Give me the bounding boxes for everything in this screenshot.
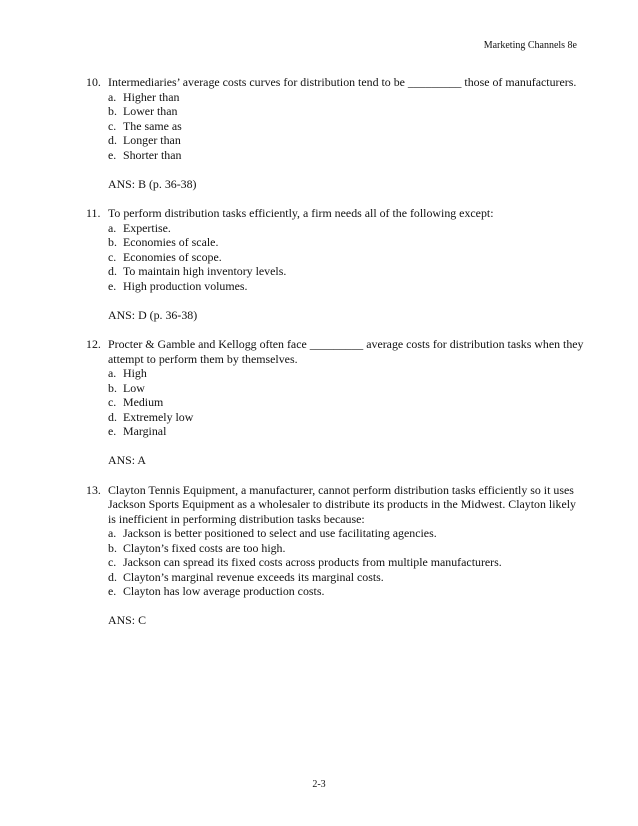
option-text: Expertise. xyxy=(123,220,171,235)
option-text: Clayton’s marginal revenue exceeds its marginal costs. xyxy=(123,569,384,584)
option-list xyxy=(108,366,586,439)
option-text: Economies of scale. xyxy=(123,235,219,249)
option-letter: d. xyxy=(108,133,117,147)
question-number: 12. xyxy=(86,337,101,351)
option-item xyxy=(108,119,586,134)
option-item xyxy=(108,570,586,585)
question-11 xyxy=(86,206,586,322)
option-text: Jackson can spread its fixed costs across products from multiple manufacturers. xyxy=(123,555,502,569)
option-item xyxy=(108,395,586,410)
option-text: High production volumes. xyxy=(123,278,248,293)
option-item xyxy=(108,221,586,236)
option-letter: c. xyxy=(108,249,117,264)
answer-key: ANS: B (p. 36-38) xyxy=(108,176,197,191)
question-number: 11. xyxy=(86,206,101,220)
option-item xyxy=(108,264,586,279)
option-list xyxy=(108,221,586,294)
option-text: Medium xyxy=(123,395,164,409)
option-item xyxy=(108,526,586,541)
option-text: The same as xyxy=(123,118,182,133)
answer-key: ANS: D (p. 36-38) xyxy=(108,307,198,322)
option-item xyxy=(108,133,586,148)
option-letter: d. xyxy=(108,264,117,278)
option-item xyxy=(108,235,586,250)
option-item xyxy=(108,279,586,294)
option-text: To maintain high inventory levels. xyxy=(123,264,287,278)
option-item xyxy=(108,555,586,570)
question-12 xyxy=(86,337,586,468)
option-letter: e. xyxy=(108,424,117,438)
option-text: Clayton has low average production costs. xyxy=(123,584,325,598)
option-list xyxy=(108,526,586,599)
question-stem: Procter & Gamble and Kellogg often face _________ average costs for distribution tasks when they attempt to perform them by themselves. xyxy=(108,337,584,366)
question-number: 13. xyxy=(86,482,101,497)
question-number: 10. xyxy=(86,75,101,89)
option-text: Economies of scope. xyxy=(123,249,222,264)
answer-key: ANS: C xyxy=(108,613,146,627)
option-item xyxy=(108,541,586,556)
option-letter: e. xyxy=(108,278,117,293)
option-text: Jackson is better positioned to select and use facilitating agencies. xyxy=(123,526,437,540)
option-letter: b. xyxy=(108,380,117,395)
option-list xyxy=(108,90,586,163)
option-item xyxy=(108,410,586,425)
option-text: Marginal xyxy=(123,424,167,438)
running-header: Marketing Channels 8e xyxy=(483,40,577,51)
option-item xyxy=(108,250,586,265)
question-stem: To perform distribution tasks efficiently, a firm needs all of the following except: xyxy=(108,206,494,220)
option-letter: c. xyxy=(108,395,117,409)
option-text: Shorter than xyxy=(123,147,182,162)
question-stem: Clayton Tennis Equipment, a manufacturer, cannot perform distribution tasks efficiently so it uses Jackson Sports Equipment as a wholesaler to distribute its products in the Midwest. Clayton likely is inefficient in performing distribution tasks because: xyxy=(108,482,576,526)
option-letter: d. xyxy=(108,409,117,424)
option-item xyxy=(108,148,586,163)
option-item xyxy=(108,104,586,119)
option-text: Low xyxy=(123,380,145,395)
option-letter: c. xyxy=(108,555,117,569)
option-letter: d. xyxy=(108,569,117,584)
option-letter: a. xyxy=(108,366,117,380)
option-letter: a. xyxy=(108,89,117,104)
option-letter: c. xyxy=(108,118,117,133)
question-13 xyxy=(86,483,586,628)
option-text: Extremely low xyxy=(123,409,194,424)
option-item xyxy=(108,424,586,439)
option-item xyxy=(108,366,586,381)
option-letter: b. xyxy=(108,104,117,118)
question-stem: Intermediaries’ average costs curves for distribution tend to be _________ those of manufacturers. xyxy=(108,75,577,89)
page-number: 2-3 xyxy=(312,779,326,790)
option-letter: b. xyxy=(108,235,117,249)
option-letter: e. xyxy=(108,584,117,598)
option-letter: e. xyxy=(108,147,117,162)
option-item xyxy=(108,90,586,105)
option-text: Higher than xyxy=(123,89,180,104)
option-text: High xyxy=(123,366,147,380)
option-text: Clayton’s fixed costs are too high. xyxy=(123,540,286,555)
option-letter: a. xyxy=(108,526,117,540)
option-text: Longer than xyxy=(123,133,181,147)
option-letter: b. xyxy=(108,540,117,555)
answer-key: ANS: A xyxy=(108,453,146,467)
option-text: Lower than xyxy=(123,104,178,118)
option-item xyxy=(108,584,586,599)
question-10 xyxy=(86,75,586,191)
question-list xyxy=(86,75,586,643)
option-letter: a. xyxy=(108,220,117,235)
option-item xyxy=(108,381,586,396)
